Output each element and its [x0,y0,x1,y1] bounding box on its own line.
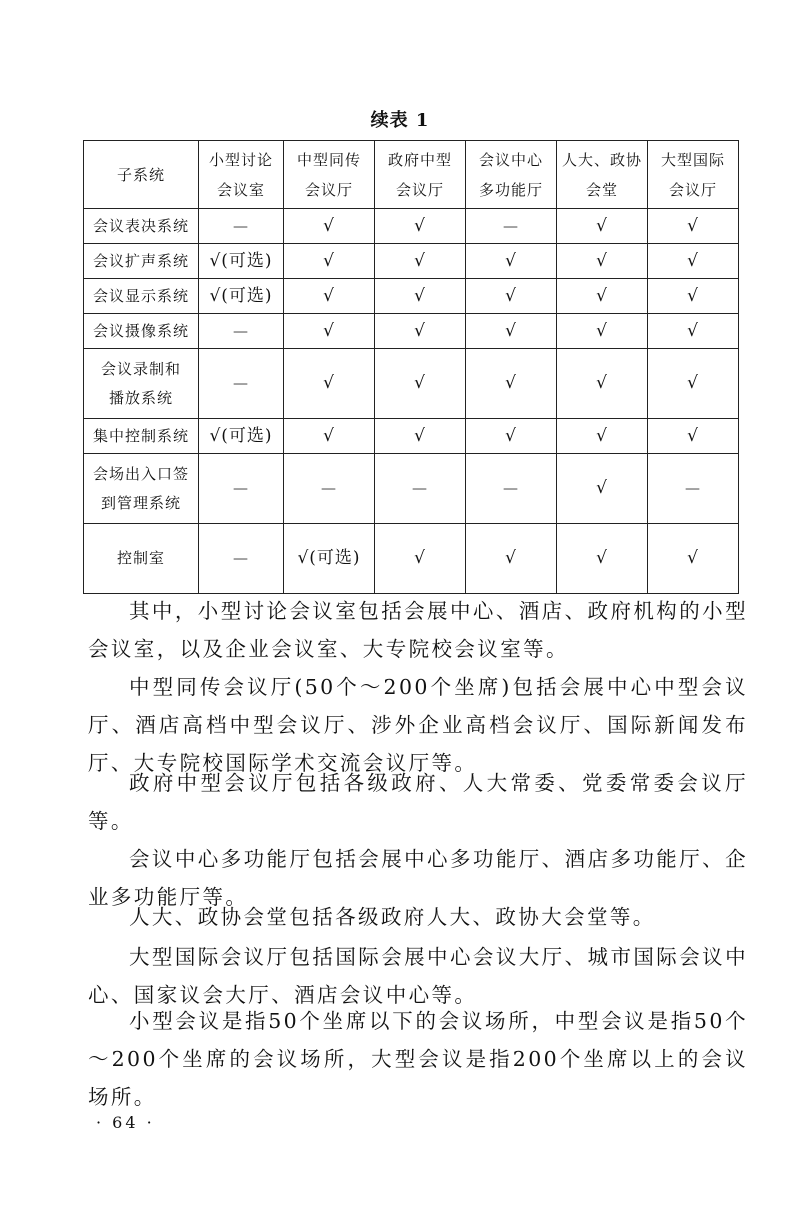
row-label: 会议扩声系统 [84,244,199,279]
table-cell: √ [284,279,375,314]
paragraph-government-hall: 政府中型会议厅包括各级政府、人大常委、党委常委会议厅等。 [88,771,748,833]
table-cell: √ [557,454,648,524]
table-cell: — [466,209,557,244]
header-multifunction-hall: 会议中心 多功能厅 [466,141,557,209]
row-label: 集中控制系统 [84,419,199,454]
subsystem-table [83,140,739,594]
header-small-room: 小型讨论 会议室 [199,141,284,209]
paragraph-congress-hall: 人大、政协会堂包括各级政府人大、政协大会堂等。 [129,905,656,929]
table-cell: √ [284,209,375,244]
table-cell: √(可选) [199,419,284,454]
table-cell: √(可选) [284,524,375,594]
row-label: 会议显示系统 [84,279,199,314]
table-cell: √ [557,209,648,244]
table-cell: √ [375,244,466,279]
table-cell: √ [284,349,375,419]
table-cell: √ [557,524,648,594]
paragraph-size-definition: 小型会议是指50个坐席以下的会议场所，中型会议是指50个～200个坐席的会议场所，大型会议是指200个坐席以上的会议场所。 [88,1009,748,1109]
table-caption: 续表 1 [370,110,430,131]
table-cell: √ [375,419,466,454]
table-row [84,279,739,314]
table-cell: √ [284,314,375,349]
table-row [84,419,739,454]
table-cell: — [199,524,284,594]
paragraph-small-room: 其中，小型讨论会议室包括会展中心、酒店、政府机构的小型会议室，以及企业会议室、大专院校会议室等。 [88,599,748,661]
paragraph-international-hall: 大型国际会议厅包括国际会展中心会议大厅、城市国际会议中心、国家议会大厅、酒店会议中心等。 [88,945,748,1007]
table-cell: √ [284,244,375,279]
header-government-hall: 政府中型 会议厅 [375,141,466,209]
table-cell: — [648,454,739,524]
table-cell: √ [557,244,648,279]
table-cell: √ [648,209,739,244]
table-header-row [84,141,739,209]
table-cell: √ [648,349,739,419]
table-cell: √ [375,209,466,244]
table-row [84,349,739,419]
table-cell: √ [375,314,466,349]
table-cell: √ [375,279,466,314]
table-cell: — [199,209,284,244]
table-cell: — [199,454,284,524]
table-row [84,454,739,524]
row-label: 会议表决系统 [84,209,199,244]
header-medium-hall: 中型同传 会议厅 [284,141,375,209]
table-cell: √ [648,314,739,349]
table-cell: — [284,454,375,524]
table-cell: — [466,454,557,524]
table-row [84,524,739,594]
table-cell: √ [648,279,739,314]
table-cell: √ [466,524,557,594]
table-row [84,209,739,244]
table-cell: √ [557,279,648,314]
table-cell: √ [466,244,557,279]
table-cell: √ [466,314,557,349]
page-number: · 64 · [96,1113,155,1132]
header-congress-hall: 人大、政协 会堂 [557,141,648,209]
table-cell: √(可选) [199,244,284,279]
table-row [84,314,739,349]
row-label: 会场出入口签 到管理系统 [84,454,199,524]
table-cell: √ [466,419,557,454]
table-cell: √ [648,244,739,279]
row-label: 控制室 [84,524,199,594]
header-international-hall: 大型国际 会议厅 [648,141,739,209]
table-cell: — [375,454,466,524]
header-subsystem: 子系统 [84,141,199,209]
table-row [84,244,739,279]
table-cell: — [199,314,284,349]
table-cell: — [199,349,284,419]
paragraph-multifunction-hall: 会议中心多功能厅包括会展中心多功能厅、酒店多功能厅、企业多功能厅等。 [88,847,748,909]
table-cell: √ [648,419,739,454]
row-label: 会议摄像系统 [84,314,199,349]
table-cell: √(可选) [199,279,284,314]
table-cell: √ [648,524,739,594]
table-cell: √ [466,279,557,314]
table-cell: √ [284,419,375,454]
table-cell: √ [466,349,557,419]
table-cell: √ [557,314,648,349]
table-cell: √ [375,349,466,419]
table-cell: √ [557,419,648,454]
paragraph-medium-hall: 中型同传会议厅(50个～200个坐席)包括会展中心中型会议厅、酒店高档中型会议厅、涉外企业高档会议厅、国际新闻发布厅、大专院校国际学术交流会议厅等。 [88,675,748,775]
row-label: 会议录制和 播放系统 [84,349,199,419]
table-cell: √ [557,349,648,419]
table-cell: √ [375,524,466,594]
